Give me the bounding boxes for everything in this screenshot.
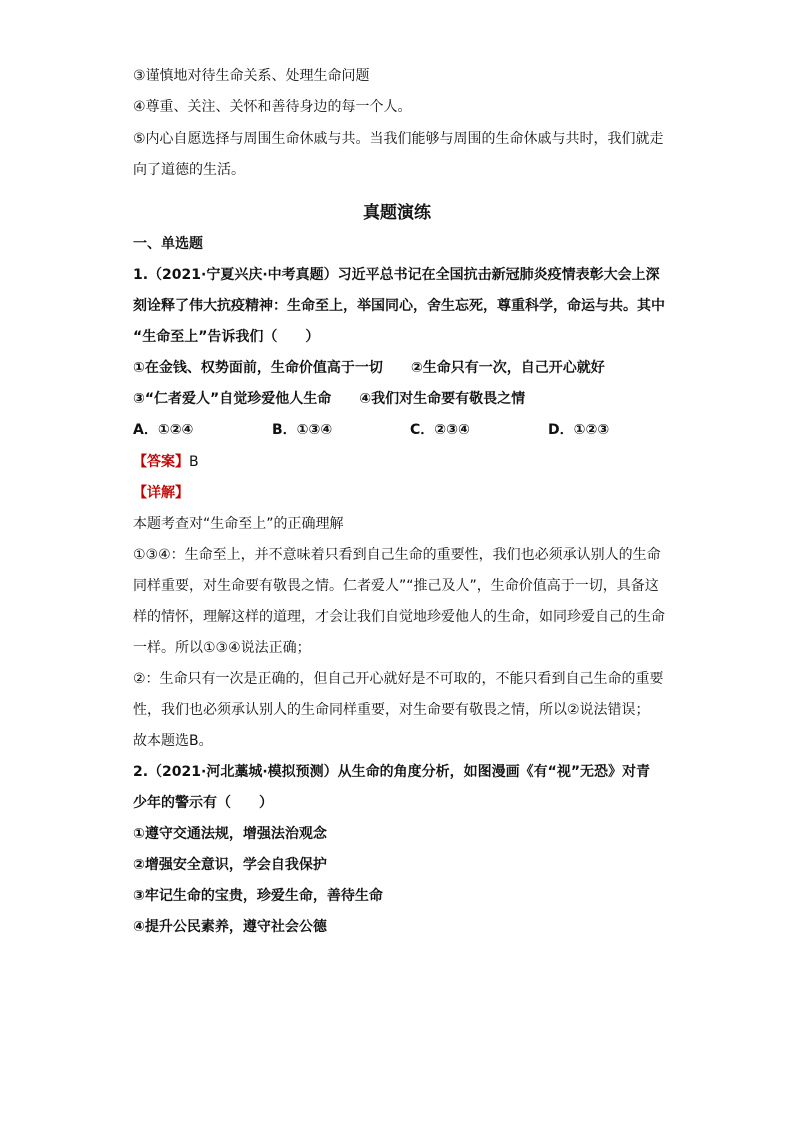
- section-title: 真题演练: [363, 203, 431, 223]
- q1-option-d: D．①②③: [548, 422, 610, 438]
- analysis-line-4: 样的情怀，理解这样的道理，才会让我们自觉地珍爱他人的生命，如同珍爱自己的生命: [133, 609, 665, 625]
- q1-stem-line-1: 1.（2021·宁夏兴庆·中考真题）习近平总书记在全国抗击新冠肺炎疫情表彰大会上深: [133, 267, 660, 283]
- q1-option-a: A．①②④: [133, 422, 194, 438]
- answer-label: 【答案】: [133, 454, 189, 470]
- intro-item-5: ⑤内心自愿选择与周围生命休戚与共。当我们能够与周围的生命休戚与共时，我们就走: [133, 131, 664, 147]
- intro-item-4: ④尊重、关注、关怀和善待身边的每一个人。: [133, 99, 412, 115]
- q2-statement-1: ①遵守交通法规，增强法治观念: [133, 826, 327, 842]
- analysis-line-8: 故本题选B。: [133, 733, 213, 749]
- q2-stem-line-2: 少年的警示有（ ）: [133, 795, 273, 811]
- section-heading: 一、单选题: [133, 236, 203, 252]
- q2-statement-4: ④提升公民素养，遵守社会公德: [133, 919, 327, 935]
- answer-value: B: [189, 454, 199, 470]
- q1-stem-line-2: 刻诠释了伟大抗疫精神：生命至上，举国同心，舍生忘死，尊重科学，命运与共。其中: [133, 298, 665, 314]
- intro-item-3: ③谨慎地对待生命关系、处理生命问题: [133, 68, 370, 84]
- analysis-line-2: ①③④：生命至上，并不意味着只看到自己生命的重要性，我们也必须承认别人的生命: [133, 547, 661, 563]
- q1-statement-2: ③“仁者爱人”自觉珍爱他人生命 ④我们对生命要有敬畏之情: [133, 391, 526, 407]
- q2-statement-2: ②增强安全意识，学会自我保护: [133, 857, 327, 873]
- analysis-label: 【详解】: [133, 485, 189, 501]
- analysis-line-3: 同样重要，对生命要有敬畏之情。仁者爱人”“推己及人”，生命价值高于一切，具备这: [133, 578, 659, 594]
- q1-option-c: C．②③④: [410, 422, 470, 438]
- intro-item-5-cont: 向了道德的生活。: [133, 162, 245, 178]
- analysis-line-1: 本题考查对“生命至上”的正确理解: [133, 516, 344, 532]
- q2-stem-line-1: 2.（2021·河北藁城·模拟预测）从生命的角度分析，如图漫画《有“视”无恐》对青: [133, 764, 651, 780]
- q1-answer: [133, 452, 199, 472]
- q1-option-b: B．①③④: [272, 422, 333, 438]
- q2-statement-3: ③牢记生命的宝贵，珍爱生命，善待生命: [133, 888, 383, 904]
- q1-stem-line-3: “生命至上”告诉我们（ ）: [133, 329, 320, 345]
- analysis-line-6: ②：生命只有一次是正确的，但自己开心就好是不可取的，不能只看到自己生命的重要: [133, 671, 664, 687]
- analysis-line-5: 一样。所以①③④说法正确；: [133, 640, 311, 656]
- analysis-line-7: 性，我们也必须承认别人的生命同样重要，对生命要有敬畏之情，所以②说法错误；: [133, 702, 650, 718]
- q1-statement-1: ①在金钱、权势面前，生命价值高于一切 ②生命只有一次，自己开心就好: [133, 360, 605, 376]
